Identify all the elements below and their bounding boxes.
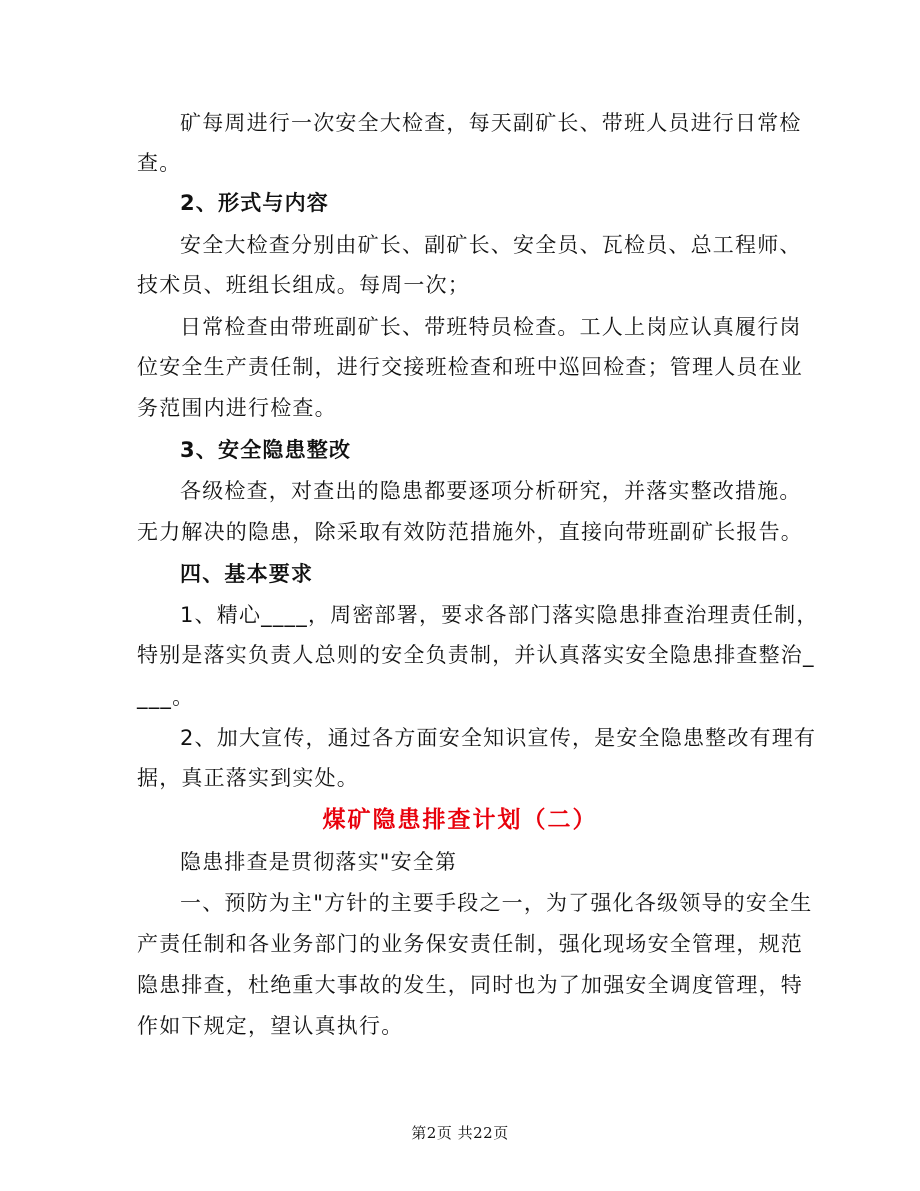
paragraph-line: 一、预防为主"方针的主要手段之一，为了强化各级领导的安全生 — [180, 891, 813, 915]
paragraph-line: ___。 — [137, 685, 195, 709]
paragraph-line: 各级检查，对查出的隐患都要逐项分析研究，并落实整改措施。 — [180, 479, 802, 503]
paragraph-line: 查。 — [137, 151, 182, 175]
paragraph-line: 安全大检查分别由矿长、副矿长、安全员、瓦检员、总工程师、 — [180, 233, 802, 257]
paragraph-line: 位安全生产责任制，进行交接班检查和班中巡回检查；管理人员在业 — [137, 355, 803, 379]
section-title: 煤矿隐患排查计划（二） — [322, 807, 598, 833]
paragraph-line: 1、精心____，周密部署，要求各部门落实隐患排查治理责任制， — [180, 603, 819, 627]
subheading-basic-requirements: 四、基本要求 — [180, 562, 314, 586]
paragraph-line: 产责任制和各业务部门的业务保安责任制，强化现场安全管理，规范 — [137, 932, 803, 956]
subheading-hazard-rectification: 3、安全隐患整改 — [180, 438, 352, 462]
paragraph-line: 特别是落实负责人总则的安全负责制，并认真落实安全隐患排查整治_ — [137, 643, 815, 667]
paragraph-line: 作如下规定，望认真执行。 — [137, 1014, 404, 1038]
paragraph-line: 日常检查由带班副矿长、带班特员检查。工人上岗应认真履行岗 — [180, 315, 802, 339]
paragraph-line: 矿每周进行一次安全大检查，每天副矿长、带班人员进行日常检 — [180, 111, 802, 135]
paragraph-line: 据，真正落实到实处。 — [137, 766, 359, 790]
paragraph-line: 隐患排查是贯彻落实"安全第 — [180, 850, 458, 874]
paragraph-line: 技术员、班组长组成。每周一次； — [137, 273, 470, 297]
paragraph-line: 隐患排查，杜绝重大事故的发生，同时也为了加强安全调度管理，特 — [137, 973, 803, 997]
page-number-footer: 第2页 共22页 — [411, 1124, 509, 1142]
paragraph-line: 2、加大宣传，通过各方面安全知识宣传，是安全隐患整改有理有 — [180, 726, 817, 750]
subheading-form-content: 2、形式与内容 — [180, 191, 330, 215]
paragraph-line: 无力解决的隐患，除采取有效防范措施外，直接向带班副矿长报告。 — [137, 520, 803, 544]
paragraph-line: 务范围内进行检查。 — [137, 396, 337, 420]
